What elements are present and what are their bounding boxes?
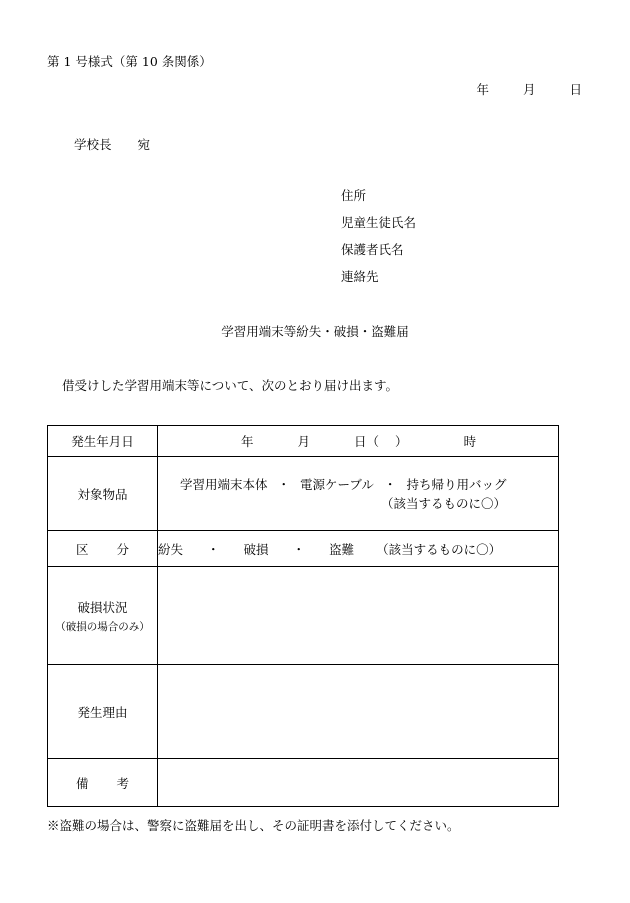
option-damaged[interactable]: 破損 xyxy=(243,541,269,557)
reason-input-cell[interactable] xyxy=(158,665,559,759)
items-note: （該当するものに〇） xyxy=(380,495,506,511)
footnote: ※盗難の場合は、警察に盗難届を出し、その証明書を添付してください。 xyxy=(47,818,460,833)
items-row xyxy=(48,457,559,531)
items-row-label: 対象物品 xyxy=(48,457,158,531)
item-power-cable[interactable]: 電源ケーブル xyxy=(300,476,374,492)
damage-row-label xyxy=(48,567,158,665)
date-hour: 時 xyxy=(463,434,477,449)
applicant-fields xyxy=(341,187,416,295)
remarks-input-cell[interactable] xyxy=(158,759,559,807)
item-device[interactable]: 学習用端末本体 xyxy=(180,476,268,492)
reason-row-label: 発生理由 xyxy=(48,665,158,759)
day-label: 日 xyxy=(569,82,582,97)
date-year: 年 xyxy=(241,434,254,449)
damage-sublabel: （破損の場合のみ） xyxy=(55,620,150,633)
report-form-table xyxy=(47,425,559,807)
form-number: 第 1 号様式（第 10 条関係） xyxy=(47,54,212,69)
date-row xyxy=(48,426,559,457)
category-row-content[interactable] xyxy=(158,531,559,567)
item-separator: ・ xyxy=(383,476,397,492)
document-title: 学習用端末等紛失・破損・盗難届 xyxy=(221,324,409,339)
items-row-content[interactable] xyxy=(158,457,559,531)
month-label: 月 xyxy=(522,82,536,97)
applicant-guardian-name-label: 保護者氏名 xyxy=(341,242,404,257)
option-stolen[interactable]: 盗難 xyxy=(329,541,355,557)
option-lost[interactable]: 紛失 xyxy=(158,541,184,557)
date-close-paren: ） xyxy=(395,434,408,449)
addressee-honorific: 宛 xyxy=(137,137,151,152)
option-separator: ・ xyxy=(207,541,220,557)
date-row-fields[interactable] xyxy=(158,426,559,457)
option-separator: ・ xyxy=(292,541,306,557)
category-row xyxy=(48,531,559,567)
category-row-label: 区 分 xyxy=(48,531,158,567)
category-note: （該当するものに〇） xyxy=(376,541,502,557)
damage-input-cell[interactable] xyxy=(158,567,559,665)
addressee-name: 学校長 xyxy=(74,137,112,152)
date-month: 月 xyxy=(297,434,311,449)
applicant-contact-label: 連絡先 xyxy=(341,269,379,284)
applicant-address-label: 住所 xyxy=(341,188,367,203)
date-row-label: 発生年月日 xyxy=(48,426,158,457)
damage-row xyxy=(48,567,559,665)
remarks-row-label: 備 考 xyxy=(48,759,158,807)
remarks-row xyxy=(48,759,559,807)
applicant-student-name-label: 児童生徒氏名 xyxy=(341,215,417,230)
submission-date xyxy=(476,80,582,98)
item-carry-bag[interactable]: 持ち帰り用バッグ xyxy=(406,476,507,492)
reason-row xyxy=(48,665,559,759)
date-day: 日（ xyxy=(354,434,380,449)
year-label: 年 xyxy=(476,82,489,97)
intro-text: 借受けした学習用端末等について、次のとおり届け出ます。 xyxy=(62,378,399,393)
item-separator: ・ xyxy=(277,476,291,492)
damage-label: 破損状況 xyxy=(77,599,128,615)
addressee xyxy=(74,135,150,153)
